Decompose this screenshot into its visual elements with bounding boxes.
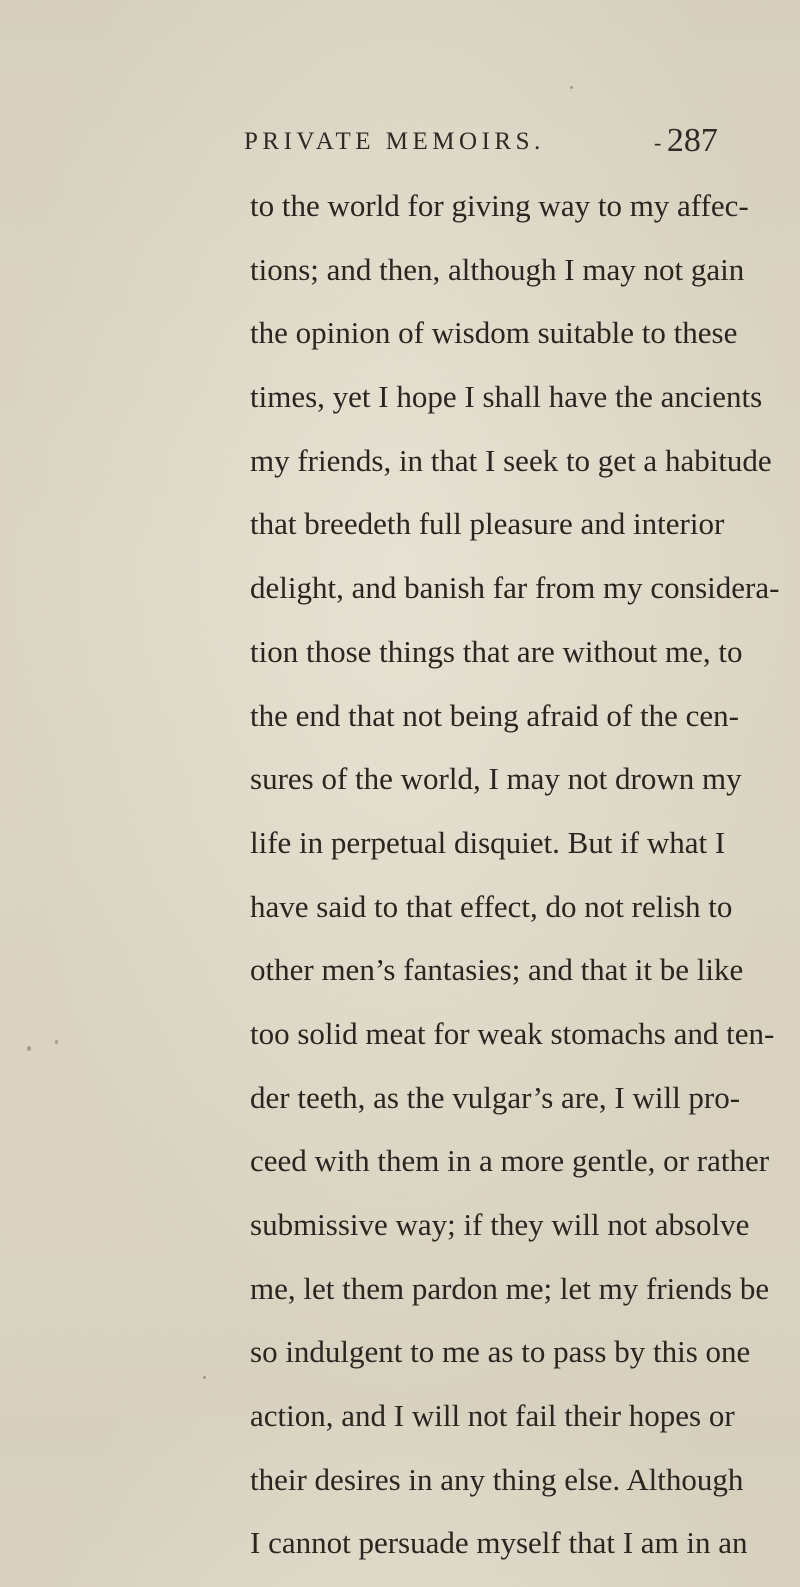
text-line: tion those things that are without me, to xyxy=(250,633,743,669)
text-line: my friends, in that I seek to get a habitude xyxy=(250,442,772,478)
paper-speck xyxy=(55,1040,58,1044)
text-line: ceed with them in a more gentle, or rather xyxy=(250,1143,770,1179)
body-text xyxy=(250,186,780,1587)
text-line: to the world for giving way to my affec- xyxy=(250,188,749,223)
paper-speck xyxy=(203,1376,206,1379)
text-line: tions; and then, although I may not gain xyxy=(250,251,745,287)
text-line: the opinion of wisdom suitable to these xyxy=(250,315,738,351)
text-line: that breedeth full pleasure and interior xyxy=(250,506,725,542)
running-title: PRIVATE MEMOIRS. xyxy=(244,128,545,155)
page-number: - 287 xyxy=(654,122,718,160)
text-line: life in perpetual disquiet. But if what I xyxy=(250,824,726,860)
text-line: the end that not being afraid of the cen- xyxy=(250,697,739,733)
text-line: have said to that effect, do not relish to xyxy=(250,888,733,924)
text-line: me, let them pardon me; let my friends be xyxy=(250,1270,770,1306)
text-line: sures of the world, I may not drown my xyxy=(250,761,742,797)
text-line: action, and I will not fail their hopes or xyxy=(250,1398,735,1434)
running-head xyxy=(0,122,800,168)
text-line: too solid meat for weak stomachs and ten- xyxy=(250,1015,775,1051)
text-line: der teeth, as the vulgar’s are, I will pro- xyxy=(250,1079,741,1115)
paper-speck xyxy=(570,86,573,89)
text-line: times, yet I hope I shall have the ancients xyxy=(250,379,763,415)
text-line: other men’s fantasies; and that it be like xyxy=(250,952,744,988)
text-line: I cannot persuade myself that I am in an xyxy=(250,1525,748,1561)
paper-speck xyxy=(27,1046,31,1051)
text-line: their desires in any thing else. Although xyxy=(250,1461,744,1497)
text-line: submissive way; if they will not absolve xyxy=(250,1207,750,1242)
text-line: delight, and banish far from my considera- xyxy=(250,570,780,606)
text-line: so indulgent to me as to pass by this one xyxy=(250,1334,751,1370)
